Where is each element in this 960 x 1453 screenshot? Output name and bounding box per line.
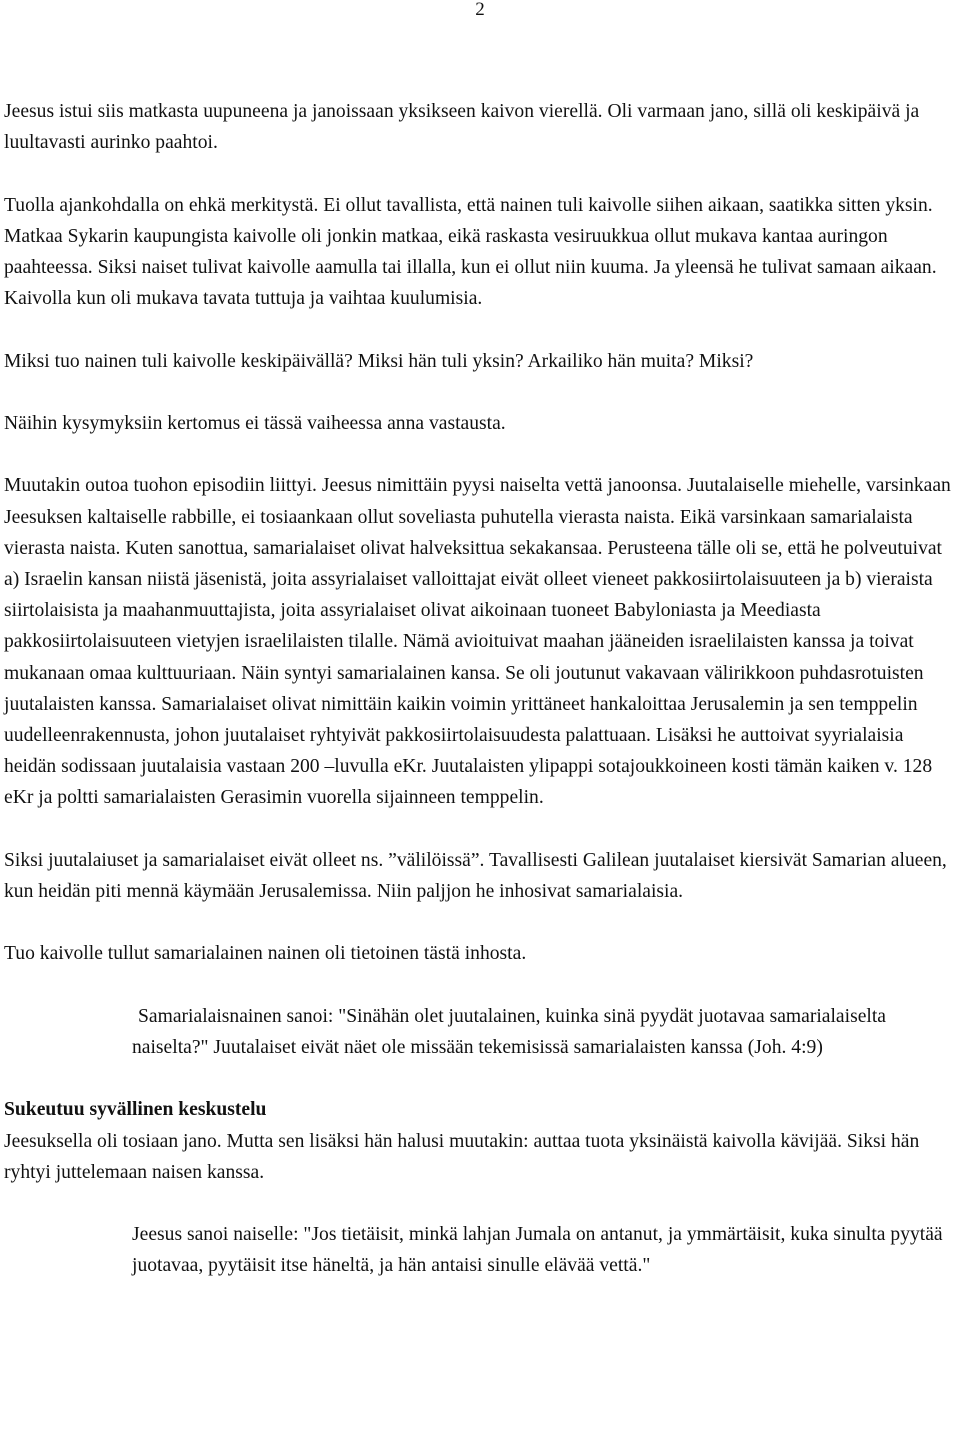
block-quote-1: Samarialaisnainen sanoi: "Sinähän olet juutalainen, kuinka sinä pyydät juotavaa samarialaiselta naiselta?" Juutalaiset eivät näet ole missään tekemisissä samarialaisten kanssa (Joh. 4:9) bbox=[132, 1005, 886, 1058]
paragraph-3: Miksi tuo nainen tuli kaivolle keskipäivällä? Miksi hän tuli yksin? Arkailiko hän muita? Miksi? bbox=[4, 350, 754, 372]
document-body bbox=[4, 96, 957, 1282]
paragraph-4: Näihin kysymyksiin kertomus ei tässä vaiheessa anna vastausta. bbox=[4, 412, 506, 434]
paragraph-8: Jeesuksella oli tosiaan jano. Mutta sen lisäksi hän halusi muutakin: auttaa tuota yksinäistä kaivolla kävijää. Siksi hän ryhtyi juttelemaan naisen kanssa. bbox=[4, 1130, 920, 1183]
section-heading: Sukeutuu syvällinen keskustelu bbox=[4, 1099, 267, 1121]
paragraph-2: Tuolla ajankohdalla on ehkä merkitystä. Ei ollut tavallista, että nainen tuli kaivolle siihen aikaan, saatikka sitten yksin. Matkaa Sykarin kaupungista kaivolle oli jonkin matkaa, eikä raskasta vesiruukkua ollut mukava kantaa auringon paahteessa. Siksi naiset tulivat kaivolle aamulla tai illalla, kun ei ollut niin kuuma. Ja yleensä he tulivat samaan aikaan. Kaivolla kun oli mukava tavata tuttuja ja vaihtaa kuulumisia. bbox=[4, 194, 937, 310]
block-quote-2: Jeesus sanoi naiselle: "Jos tietäisit, minkä lahjan Jumala on antanut, ja ymmärtäisit, kuka sinulta pyytää juotavaa, pyytäisit itse häneltä, ja hän antaisi sinulle elävää vettä." bbox=[132, 1224, 943, 1277]
paragraph-6: Siksi juutalaiuset ja samarialaiset eivät olleet ns. ”välilöissä”. Tavallisesti Galilean juutalaiset kiersivät Samarian alueen, kun heidän piti mennä käymään Jerusalemissa. Niin paljjon he inhosivat samarialaisia. bbox=[4, 849, 947, 902]
paragraph-1: Jeesus istui siis matkasta uupuneena ja janoissaan yksikseen kaivon vierellä. Oli varmaan jano, sillä oli keskipäivä ja luultavasti aurinko paahtoi. bbox=[4, 101, 920, 154]
paragraph-5: Muutakin outoa tuohon episodiin liittyi. Jeesus nimittäin pyysi naiselta vettä janoonsa. Juutalaiselle miehelle, varsinkaan Jeesuksen kaltaiselle rabbille, ei tosiaankaan ollut soveliasta puhutella vierasta naista. Eikä varsinkaan samarialaista vierasta naista. Kuten sanottua, samarialaiset olivat halveksittua sekakansaa. Perusteena tälle oli se, että he polveutuivat a) Israelin kansan niistä jäsenistä, joita assyrialaiset valloittajat eivät olleet vieneet pakkosiirtolaisuuteen ja b) vieraista siirtolaisista ja maahanmuuttajista, joita assyrialaiset olivat aikoinaan tuoneet Babyloniasta ja Meediasta pakkosiirtolaisuuteen vietyjen israelilaisten tilalle. Nämä avioituivat maahan jääneiden israelilaisten kanssa ja toivat mukanaan omaa kulttuuriaan. Näin syntyi samarialainen kansa. Se oli joutunut vakavaan välirikkoon puhdasrotuisten juutalaisten kanssa. Samarialaiset olivat nimittäin kaikin voimin yrittäneet hankaloittaa Jerusalemin ja sen temppelin uudelleenrakennusta, johon juutalaiset ryhtyivät pakkosiirtolaisuudesta palattuaan. Lisäksi he auttoivat syyrialaisia heidän sodissaan juutalaisia vastaan 200 –luvulla eKr. Juutalaisten ylipappi sotajoukkoineen kosti tämän kaiken v. 128 eKr ja poltti samarialaisten Gerasimin vuorella sijainneen temppelin. bbox=[4, 475, 951, 809]
paragraph-7: Tuo kaivolle tullut samarialainen nainen oli tietoinen tästä inhosta. bbox=[4, 943, 527, 965]
page-number: 2 bbox=[475, 0, 485, 20]
